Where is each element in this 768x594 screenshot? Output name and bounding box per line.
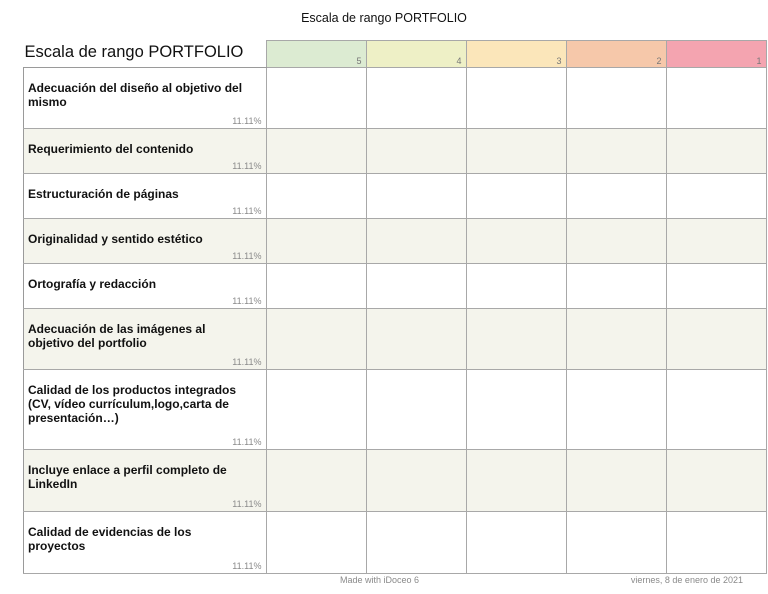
level-header-1: 1 <box>666 41 766 68</box>
score-cell-1[interactable] <box>666 173 766 218</box>
criterion-label: Calidad de los productos integrados (CV, vídeo currículum,logo,carta de presentación…) <box>28 382 237 425</box>
score-cell-1[interactable] <box>666 218 766 263</box>
criterion-weight: 11.11% <box>232 560 262 571</box>
score-cell-2[interactable] <box>566 218 666 263</box>
score-cell-1[interactable] <box>666 449 766 511</box>
criterion-row <box>24 369 767 449</box>
criterion-weight: 11.11% <box>232 295 262 306</box>
score-cell-4[interactable] <box>366 511 466 573</box>
criterion-cell <box>24 67 267 128</box>
criterion-label: Requerimiento del contenido <box>28 141 194 156</box>
score-cell-5[interactable] <box>266 128 366 173</box>
criterion-row <box>24 67 767 128</box>
level-header-3: 3 <box>466 41 566 68</box>
document-title: Escala de rango PORTFOLIO <box>301 11 467 25</box>
score-cell-2[interactable] <box>566 369 666 449</box>
rubric-body <box>24 67 767 573</box>
criterion-label: Calidad de evidencias de los proyectos <box>28 524 192 553</box>
rubric-title: Escala de rango PORTFOLIO <box>24 41 267 68</box>
criterion-label: Originalidad y sentido estético <box>28 231 203 246</box>
criterion-row <box>24 128 767 173</box>
criterion-row <box>24 173 767 218</box>
score-cell-2[interactable] <box>566 449 666 511</box>
score-cell-4[interactable] <box>366 67 466 128</box>
criterion-label: Ortografía y redacción <box>28 276 157 291</box>
criterion-cell <box>24 128 267 173</box>
score-cell-3[interactable] <box>466 67 566 128</box>
criterion-cell <box>24 449 267 511</box>
criterion-cell <box>24 218 267 263</box>
criterion-row <box>24 308 767 369</box>
score-cell-3[interactable] <box>466 263 566 308</box>
score-cell-3[interactable] <box>466 449 566 511</box>
score-cell-4[interactable] <box>366 128 466 173</box>
footer-date: viernes, 8 de enero de 2021 <box>630 575 743 585</box>
score-cell-4[interactable] <box>366 173 466 218</box>
criterion-cell <box>24 369 267 449</box>
criterion-label: Adecuación del diseño al objetivo del mismo <box>28 80 243 109</box>
score-cell-3[interactable] <box>466 173 566 218</box>
score-cell-3[interactable] <box>466 218 566 263</box>
level-header-4: 4 <box>366 41 466 68</box>
score-cell-4[interactable] <box>366 449 466 511</box>
criterion-weight: 11.11% <box>232 115 262 126</box>
score-cell-3[interactable] <box>466 128 566 173</box>
score-cell-2[interactable] <box>566 308 666 369</box>
criterion-weight: 11.11% <box>232 250 262 261</box>
criterion-row <box>24 218 767 263</box>
score-cell-2[interactable] <box>566 173 666 218</box>
score-cell-5[interactable] <box>266 173 366 218</box>
score-cell-1[interactable] <box>666 263 766 308</box>
criterion-cell <box>24 263 267 308</box>
criterion-weight: 11.11% <box>232 498 262 509</box>
criterion-weight: 11.11% <box>232 356 262 367</box>
score-cell-4[interactable] <box>366 369 466 449</box>
score-cell-5[interactable] <box>266 369 366 449</box>
score-cell-2[interactable] <box>566 263 666 308</box>
rubric-table <box>23 40 767 574</box>
score-cell-5[interactable] <box>266 449 366 511</box>
score-cell-1[interactable] <box>666 511 766 573</box>
criterion-label: Incluye enlace a perfil completo de LinkedIn <box>28 462 227 491</box>
criterion-label: Estructuración de páginas <box>28 186 179 201</box>
made-with-credit: Made with iDoceo 6 <box>340 575 420 585</box>
criterion-row <box>24 449 767 511</box>
criterion-cell <box>24 511 267 573</box>
score-cell-4[interactable] <box>366 218 466 263</box>
criterion-row <box>24 263 767 308</box>
score-cell-3[interactable] <box>466 308 566 369</box>
score-cell-1[interactable] <box>666 308 766 369</box>
score-cell-5[interactable] <box>266 511 366 573</box>
level-header-2: 2 <box>566 41 666 68</box>
criterion-cell <box>24 308 267 369</box>
score-cell-5[interactable] <box>266 218 366 263</box>
score-cell-1[interactable] <box>666 369 766 449</box>
criterion-row <box>24 511 767 573</box>
score-cell-3[interactable] <box>466 369 566 449</box>
criterion-weight: 11.11% <box>232 205 262 216</box>
level-header-5: 5 <box>266 41 366 68</box>
score-cell-5[interactable] <box>266 308 366 369</box>
score-cell-5[interactable] <box>266 263 366 308</box>
score-cell-2[interactable] <box>566 511 666 573</box>
score-cell-4[interactable] <box>366 308 466 369</box>
score-cell-5[interactable] <box>266 67 366 128</box>
score-cell-1[interactable] <box>666 128 766 173</box>
score-cell-2[interactable] <box>566 128 666 173</box>
criterion-cell <box>24 173 267 218</box>
score-cell-4[interactable] <box>366 263 466 308</box>
criterion-weight: 11.11% <box>232 160 262 171</box>
criterion-weight: 11.11% <box>232 436 262 447</box>
rubric-header-row <box>24 41 767 68</box>
score-cell-1[interactable] <box>666 67 766 128</box>
criterion-label: Adecuación de las imágenes al objetivo del portfolio <box>28 321 206 350</box>
score-cell-3[interactable] <box>466 511 566 573</box>
score-cell-2[interactable] <box>566 67 666 128</box>
